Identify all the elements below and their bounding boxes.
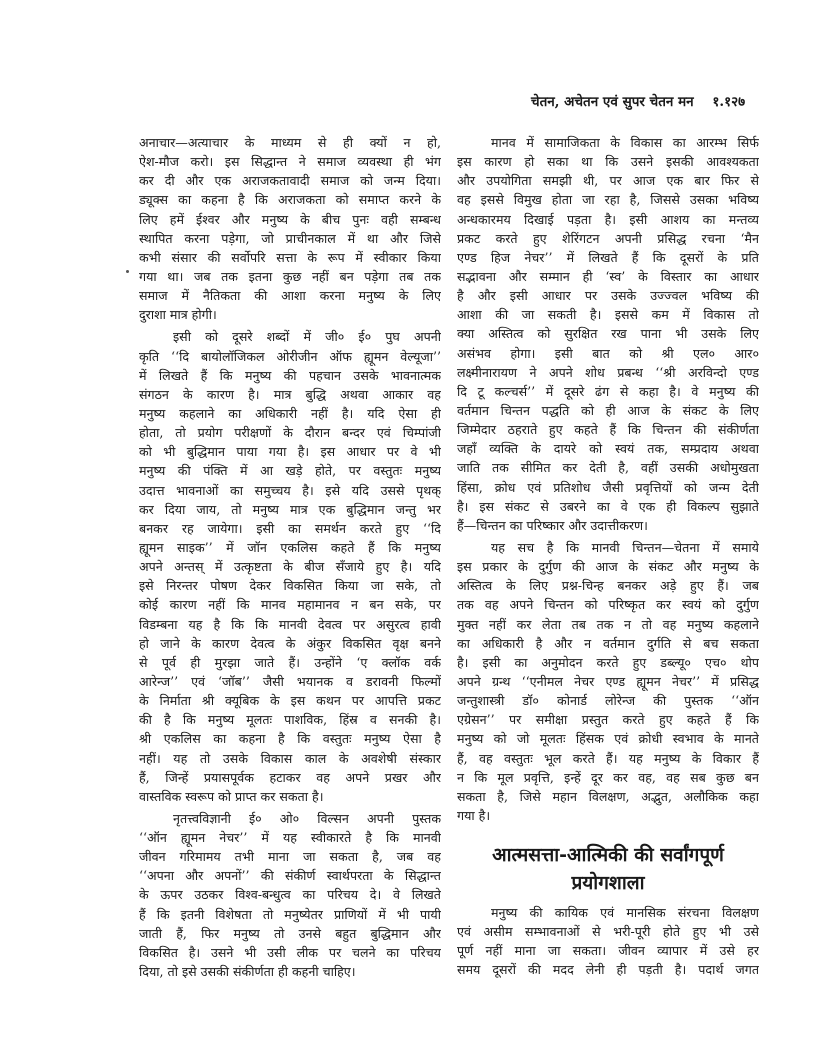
text-line: पूर्ण नहीं माना जा सकता। जीवन व्यापार में उसे हर (457, 943, 759, 959)
text-line: प्रकट करते हुए शेरिंगटन अपनी प्रसिद्ध रचना ‘मैन (457, 230, 759, 246)
text-line: दि टू कल्चर्स’’ में दूसरे ढंग से कहा है। वे मनुष्य की (457, 383, 759, 399)
text-line: मनुष्य की कायिक एवं मानसिक संरचना विलक्षण (491, 905, 759, 921)
paragraph (139, 327, 441, 806)
text-line: अन्धकारमय दिखाई पड़ता है। इसी आशय का मन्तव्य (457, 211, 759, 227)
text-line: ‘‘अपना और अपनों’’ की संकीर्ण स्वार्थपरता के सिद्धान्त (139, 868, 441, 884)
paragraph (457, 538, 759, 825)
text-line: सद्भावना और सम्मान ही ‘स्व’ के विस्तार का आधार (457, 268, 759, 284)
text-line: उदात्त भावनाओं का समुच्चय है। इसे यदि उससे पृथक् (139, 482, 441, 498)
text-line: एग्रेसन’’ पर समीक्षा प्रस्तुत करते हुए कहते हैं कि (457, 712, 759, 728)
text-line: अपने अन्तस् में उत्कृष्टता के बीज सँजाये हुए है। यदि (139, 559, 441, 575)
text-line: का अधिकारी है और न वर्तमान दुर्गति से बच सकता (457, 635, 759, 651)
text-line: नृतत्त्वविज्ञानी ई० ओ० विल्सन अपनी पुस्तक (173, 810, 441, 826)
text-line: स्थापित करना पड़ेगा, जो प्राचीनकाल में था और जिसे (139, 230, 441, 246)
text-line: के ऊपर उठकर विश्व-बन्धुत्व का परिचय दे। वे लिखते (139, 887, 441, 903)
page-number: १.१२७ (712, 94, 746, 110)
text-line: न कि मूल प्रवृत्ति, इन्हें दूर कर वह, वह सब कुछ बन (457, 769, 759, 785)
text-line: कभी संसार की सर्वोपरि सत्ता के रूप में स्वीकार किया (139, 249, 441, 265)
text-line: श्री एकलिस का कहना है कि वस्तुतः मनुष्य ऐसा है (139, 731, 441, 747)
text-line: आरेन्ज’’ एवं ‘जॉब’’ जैसी भयानक व डरावनी फिल्मों (139, 673, 441, 689)
text-line: में लिखते हैं कि मनुष्य की पहचान उसके भावनात्मक (139, 367, 441, 383)
text-line: बनकर रह जायेगा। इसी का समर्थन करते हुए ‘‘दि (139, 520, 441, 536)
section-heading (457, 841, 759, 897)
text-line: सकता है, जिसे महान विलक्षण, अद्भुत, अलौकिक कहा (457, 788, 759, 804)
text-line: लिए हमें ईश्वर और मनुष्य के बीच पुनः वही सम्बन्ध (139, 211, 441, 227)
text-line: समाज में नैतिकता की आशा करना मनुष्य के लिए (139, 288, 441, 304)
paragraph (457, 903, 759, 980)
text-line: समय दूसरों की मदद लेनी ही पड़ती है। पदार्थ जगत (457, 962, 759, 978)
text-line: एण्ड हिज नेचर’’ में लिखते हैं कि दूसरों के प्रति (457, 249, 759, 265)
text-line: जाती हैं, फिर मनुष्य तो उनसे बहुत बुद्धिमान और (139, 925, 441, 941)
right-column-body (457, 133, 759, 825)
section-heading-line-2: प्रयोगशाला (571, 872, 645, 895)
text-line: नहीं। यह तो उसके विकास काल के अवशेषी संस्कार (139, 750, 441, 766)
text-line: यह सच है कि मानवी चिन्तन—चेतना में समाये (491, 539, 759, 555)
text-line: इस कारण हो सका था कि उसने इसकी आवश्यकता (457, 154, 759, 170)
text-line: लक्ष्मीनारायण ने अपने शोध प्रबन्ध ‘‘श्री अरविन्दो एण्ड (457, 364, 759, 380)
text-line: ह्यूमन साइक’’ में जॉन एकलिस कहते हैं कि मनुष्य (139, 539, 441, 555)
text-line: कर दिया जाय, तो मनुष्य मात्र एक बुद्धिमान जन्तु भर (139, 501, 441, 517)
text-line: दुराशा मात्र होगी। (139, 307, 217, 323)
text-line: इस प्रकार के दुर्गुण की आज के संकट और मनुष्य के (457, 559, 759, 575)
text-line: एवं असीम सम्भावनाओं से भरी-पूरी होते हुए भी उसे (457, 924, 759, 940)
text-line: की है कि मनुष्य मूलतः पाशविक, हिंस्र व सनकी है। (139, 712, 441, 728)
text-line: से पूर्व ही मुरझा जाते हैं। उन्होंने ‘ए क्लॉक वर्क (139, 654, 441, 670)
text-line: दिया, तो इसे उसकी संकीर्णता ही कहनी चाहिए। (139, 964, 356, 980)
text-line: अपने ग्रन्थ ‘‘एनीमल नेचर एण्ड ह्यूमन नेचर’’ में प्रसिद्ध (457, 673, 759, 689)
text-line: अनाचार—अत्याचार के माध्यम से ही क्यों न हो, (139, 135, 441, 150)
section-heading-line-1: आत्मसत्ता-आत्मिकी की सर्वांगपूर्ण (492, 844, 724, 867)
text-line: कोई कारण नहीं कि मानव महामानव न बन सके, पर (139, 597, 441, 613)
text-line: मनुष्य को जो मूलतः हिंसक एवं क्रोधी स्वभाव के मानते (457, 731, 759, 747)
text-line: है। इसी का अनुमोदन करते हुए डब्ल्यू० एच० थोप (457, 654, 759, 670)
text-line: कर दी और एक अराजकतावादी समाज को जन्म दिया। (139, 173, 441, 189)
text-line: ड्यूक्स का कहना है कि अराजकता को समाप्त करने के (139, 192, 441, 208)
running-head (531, 92, 791, 110)
text-line: होता, तो प्रयोग परीक्षणों के दौरान बन्दर एवं चिम्पांजी (139, 425, 441, 441)
text-line: हैं कि इतनी विशेषता तो मनुष्येतर प्राणियों में भी पायी (139, 906, 441, 922)
scan-speck (126, 270, 129, 273)
text-line: है और इसी आधार पर उसके उज्ज्वल भविष्य की (457, 288, 759, 304)
text-line: वर्तमान चिन्तन पद्धति को ही आज के संकट के लिए (457, 402, 759, 418)
text-line: विडम्बना यह है कि कि मानवी देवत्व पर असुरत्व हावी (139, 616, 441, 632)
running-head-title: चेतन, अचेतन एवं सुपर चेतन मन (531, 94, 694, 110)
text-line: ऐश-मौज करो। इस सिद्धान्त ने समाज व्यवस्था ही भंग (139, 154, 441, 170)
right-column (457, 133, 759, 980)
text-line: वास्तविक स्वरूप को प्राप्त कर सकता है। (139, 788, 324, 804)
text-line: जाति तक सीमित कर देती है, वहीं उसकी अधोमुखता (457, 460, 759, 476)
text-line: मानव में सामाजिकता के विकास का आरम्भ सिर्फ (491, 135, 759, 150)
text-line: गया है। (457, 807, 491, 823)
text-line: हैं, वह वस्तुतः भूल करते हैं। यह मनुष्य के विकार हैं (457, 750, 759, 766)
paragraph (139, 133, 441, 324)
text-line: जन्तुशास्त्री डॉ० कोनार्ड लोरेन्ज की पुस्तक ‘‘ऑन (457, 693, 759, 709)
text-line: वह इससे विमुख होता जा रहा है, जिससे उसका भविष्य (457, 192, 759, 208)
text-line: मुक्त नहीं कर लेता तब तक न तो वह मनुष्य कहलाने (457, 616, 759, 632)
text-line: हैं—चिन्तन का परिष्कार और उदात्तीकरण। (457, 517, 648, 533)
paragraph (457, 133, 759, 535)
text-line: कृति ‘‘दि बायोलॉजिकल ओरीजीन ऑफ ह्यूमन वेल्यूजा’’ (139, 348, 441, 364)
text-line: अस्तित्व के लिए प्रश्न-चिन्ह बनकर अड़े हुए हैं। जब (457, 578, 759, 594)
text-line: गया था। जब तक इतना कुछ नहीं बन पड़ेगा तब तक (139, 268, 441, 284)
text-line: विकसित है। उसने भी उसी लीक पर चलने का परिचय (139, 944, 441, 960)
text-line: असंभव होगा। इसी बात को श्री एल० आर० (457, 345, 759, 361)
after-heading-body (457, 903, 759, 980)
text-line: मनुष्य कहलाने का अधिकारी नहीं है। यदि ऐसा ही (139, 405, 441, 421)
text-line: जीवन गरिमामय तभी माना जा सकता है, जब वह (139, 849, 441, 865)
paragraph (139, 809, 441, 981)
text-line: है। इस संकट से उबरने का वे एक ही विकल्प सुझाते (457, 498, 759, 514)
text-line: संगठन के कारण है। मात्र बुद्धि अथवा आकार वह (139, 386, 441, 402)
text-line: जिम्मेदार ठहराते हुए कहते हैं कि चिन्तन की संकीर्णता (457, 422, 759, 438)
text-line: इसे निरन्तर पोषण देकर विकसित किया जा सके, तो (139, 578, 441, 594)
text-line: हैं, जिन्हें प्रयासपूर्वक हटाकर वह अपने प्रखर और (139, 769, 441, 785)
left-column (139, 133, 441, 981)
text-line: के निर्माता श्री क्यूबिक के इस कथन पर आपत्ति प्रकट (139, 693, 441, 709)
text-line: हिंसा, क्रोध एवं प्रतिशोध जैसी प्रवृत्तियों को जन्म देती (457, 479, 759, 495)
text-line: ‘‘ऑन ह्यूमन नेचर’’ में यह स्वीकारते है कि मानवी (139, 830, 441, 846)
text-line: इसी को दूसरे शब्दों में जी० ई० पुघ अपनी (173, 329, 441, 345)
text-line: तक वह अपने चिन्तन को परिष्कृत कर स्वयं को दुर्गुण (457, 597, 759, 613)
text-line: मनुष्य की पंक्ति में आ खड़े होते, पर वस्तुतः मनुष्य (139, 463, 441, 479)
text-line: और उपयोगिता समझी थी, पर आज एक बार फिर से (457, 173, 759, 189)
text-line: जहाँ व्यक्ति के दायरे को स्वयं तक, सम्प्रदाय अथवा (457, 441, 759, 457)
text-line: को भी बुद्धिमान पाया गया है। इस आधार पर वे भी (139, 444, 441, 460)
text-line: आशा की जा सकती है। इससे कम में विकास तो (457, 307, 759, 323)
text-line: क्या अस्तित्व को सुरक्षित रख पाना भी उसके लिए (457, 326, 759, 342)
text-line: हो जाने के कारण देवत्व के अंकुर विकसित वृक्ष बनने (139, 635, 441, 651)
